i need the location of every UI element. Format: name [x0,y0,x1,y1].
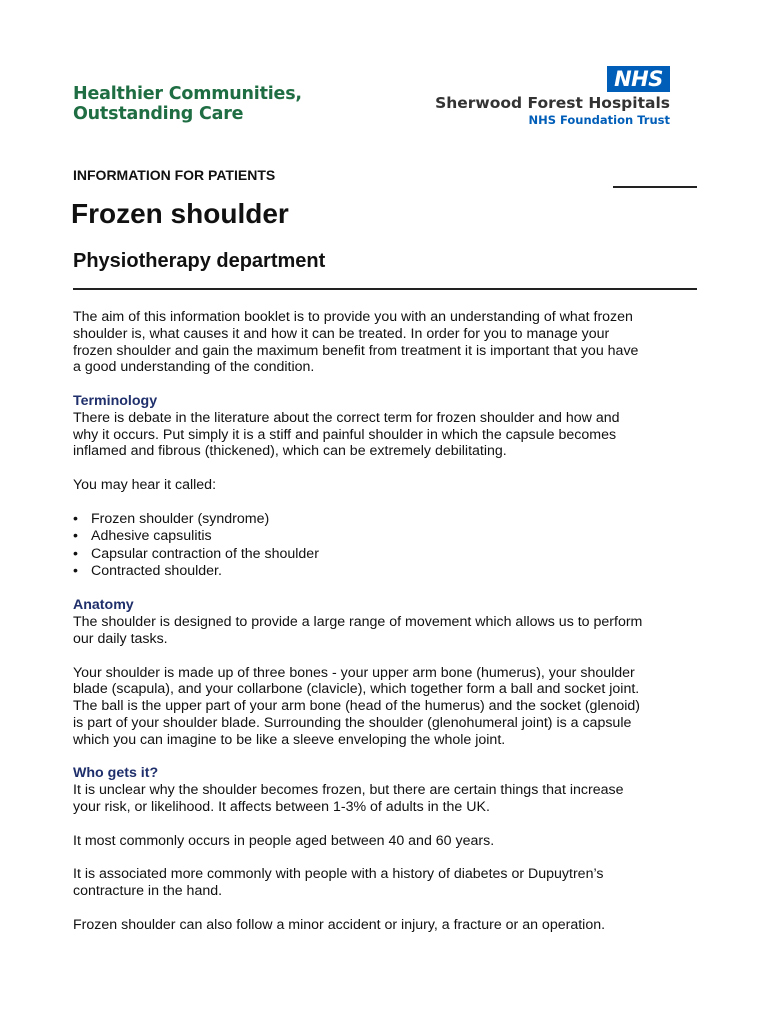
who-line: contracture in the hand. [73,882,223,899]
anatomy-paragraph-2 [73,665,703,749]
intro-paragraph [73,309,703,376]
info-label: INFORMATION FOR PATIENTS [73,167,276,183]
anatomy-line: our daily tasks. [73,630,168,647]
subtitle-divider [73,288,697,290]
who-line: It is unclear why the shoulder becomes frozen, but there are certain things that increase [73,782,624,799]
page-title: Frozen shoulder [71,198,289,229]
list-item: • Frozen shoulder (syndrome) [73,511,703,529]
anatomy-line: blade (scapula), and your collarbone (clavicle), which together form a ball and socket joint. [73,681,640,698]
tagline [73,84,302,124]
org-trust: NHS Foundation Trust [528,113,670,127]
who-heading: Who gets it? [73,765,159,782]
terminology-line: why it occurs. Put simply it is a stiff and painful shoulder in which the capsule becomes [73,426,617,443]
intro-line: a good understanding of the condition. [73,359,315,376]
who-paragraph-3 [73,866,703,900]
terminology-line: There is debate in the literature about the correct term for frozen shoulder and how and [73,409,620,426]
who-line: It is associated more commonly with people with a history of diabetes or Dupuytren’s [73,866,604,883]
intro-line: frozen shoulder and gain the maximum benefit from treatment it is important that you have [73,342,639,359]
spacer [73,816,703,833]
tagline-line-1: Healthier Communities, [73,84,302,104]
spacer [73,849,703,866]
nhs-logo: NHS [607,66,670,92]
intro-line: The aim of this information booklet is to provide you with an understanding of what frozen [73,309,633,325]
anatomy-line: The shoulder is designed to provide a large range of movement which allows us to perform [73,614,643,631]
alternate-names-list [73,511,703,581]
who-paragraph-4: Frozen shoulder can also follow a minor accident or injury, a fracture or an operation. [73,916,606,933]
spacer [73,376,703,393]
org-name: Sherwood Forest Hospitals [435,94,670,112]
list-item: • Adhesive capsulitis [73,528,703,546]
spacer [73,648,703,665]
intro-line: shoulder is, what causes it and how it can be treated. In order for you to manage your [73,325,610,342]
who-paragraph-1 [73,782,703,816]
anatomy-paragraph-1 [73,614,703,648]
page-subtitle: Physiotherapy department [73,250,326,272]
anatomy-line: The ball is the upper part of your arm bone (head of the humerus) and the socket (glenoid) [73,698,641,715]
terminology-line: inflamed and fibrous (thickened), which can be extremely debilitating. [73,443,507,460]
document-body [73,309,703,933]
anatomy-line: Your shoulder is made up of three bones - your upper arm bone (humerus), your shoulder [73,664,635,681]
anatomy-line: which you can imagine to be like a sleeve enveloping the whole joint. [73,731,506,748]
who-paragraph-2: It most commonly occurs in people aged between 40 and 60 years. [73,832,495,849]
tagline-line-2: Outstanding Care [73,104,244,124]
list-item: • Contracted shoulder. [73,563,703,581]
spacer [73,460,703,477]
list-item: • Capsular contraction of the shoulder [73,546,703,564]
anatomy-heading: Anatomy [73,597,134,614]
top-divider [613,186,697,188]
terminology-heading: Terminology [73,392,158,409]
anatomy-line: is part of your shoulder blade. Surrounding the shoulder (glenohumeral joint) is a capsule [73,714,632,731]
spacer [73,749,703,766]
spacer [73,581,703,598]
who-line: your risk, or likelihood. It affects between 1-3% of adults in the UK. [73,798,490,815]
spacer [73,900,703,917]
terminology-paragraph [73,410,703,460]
spacer [73,494,703,511]
terminology-hear: You may hear it called: [73,476,217,493]
